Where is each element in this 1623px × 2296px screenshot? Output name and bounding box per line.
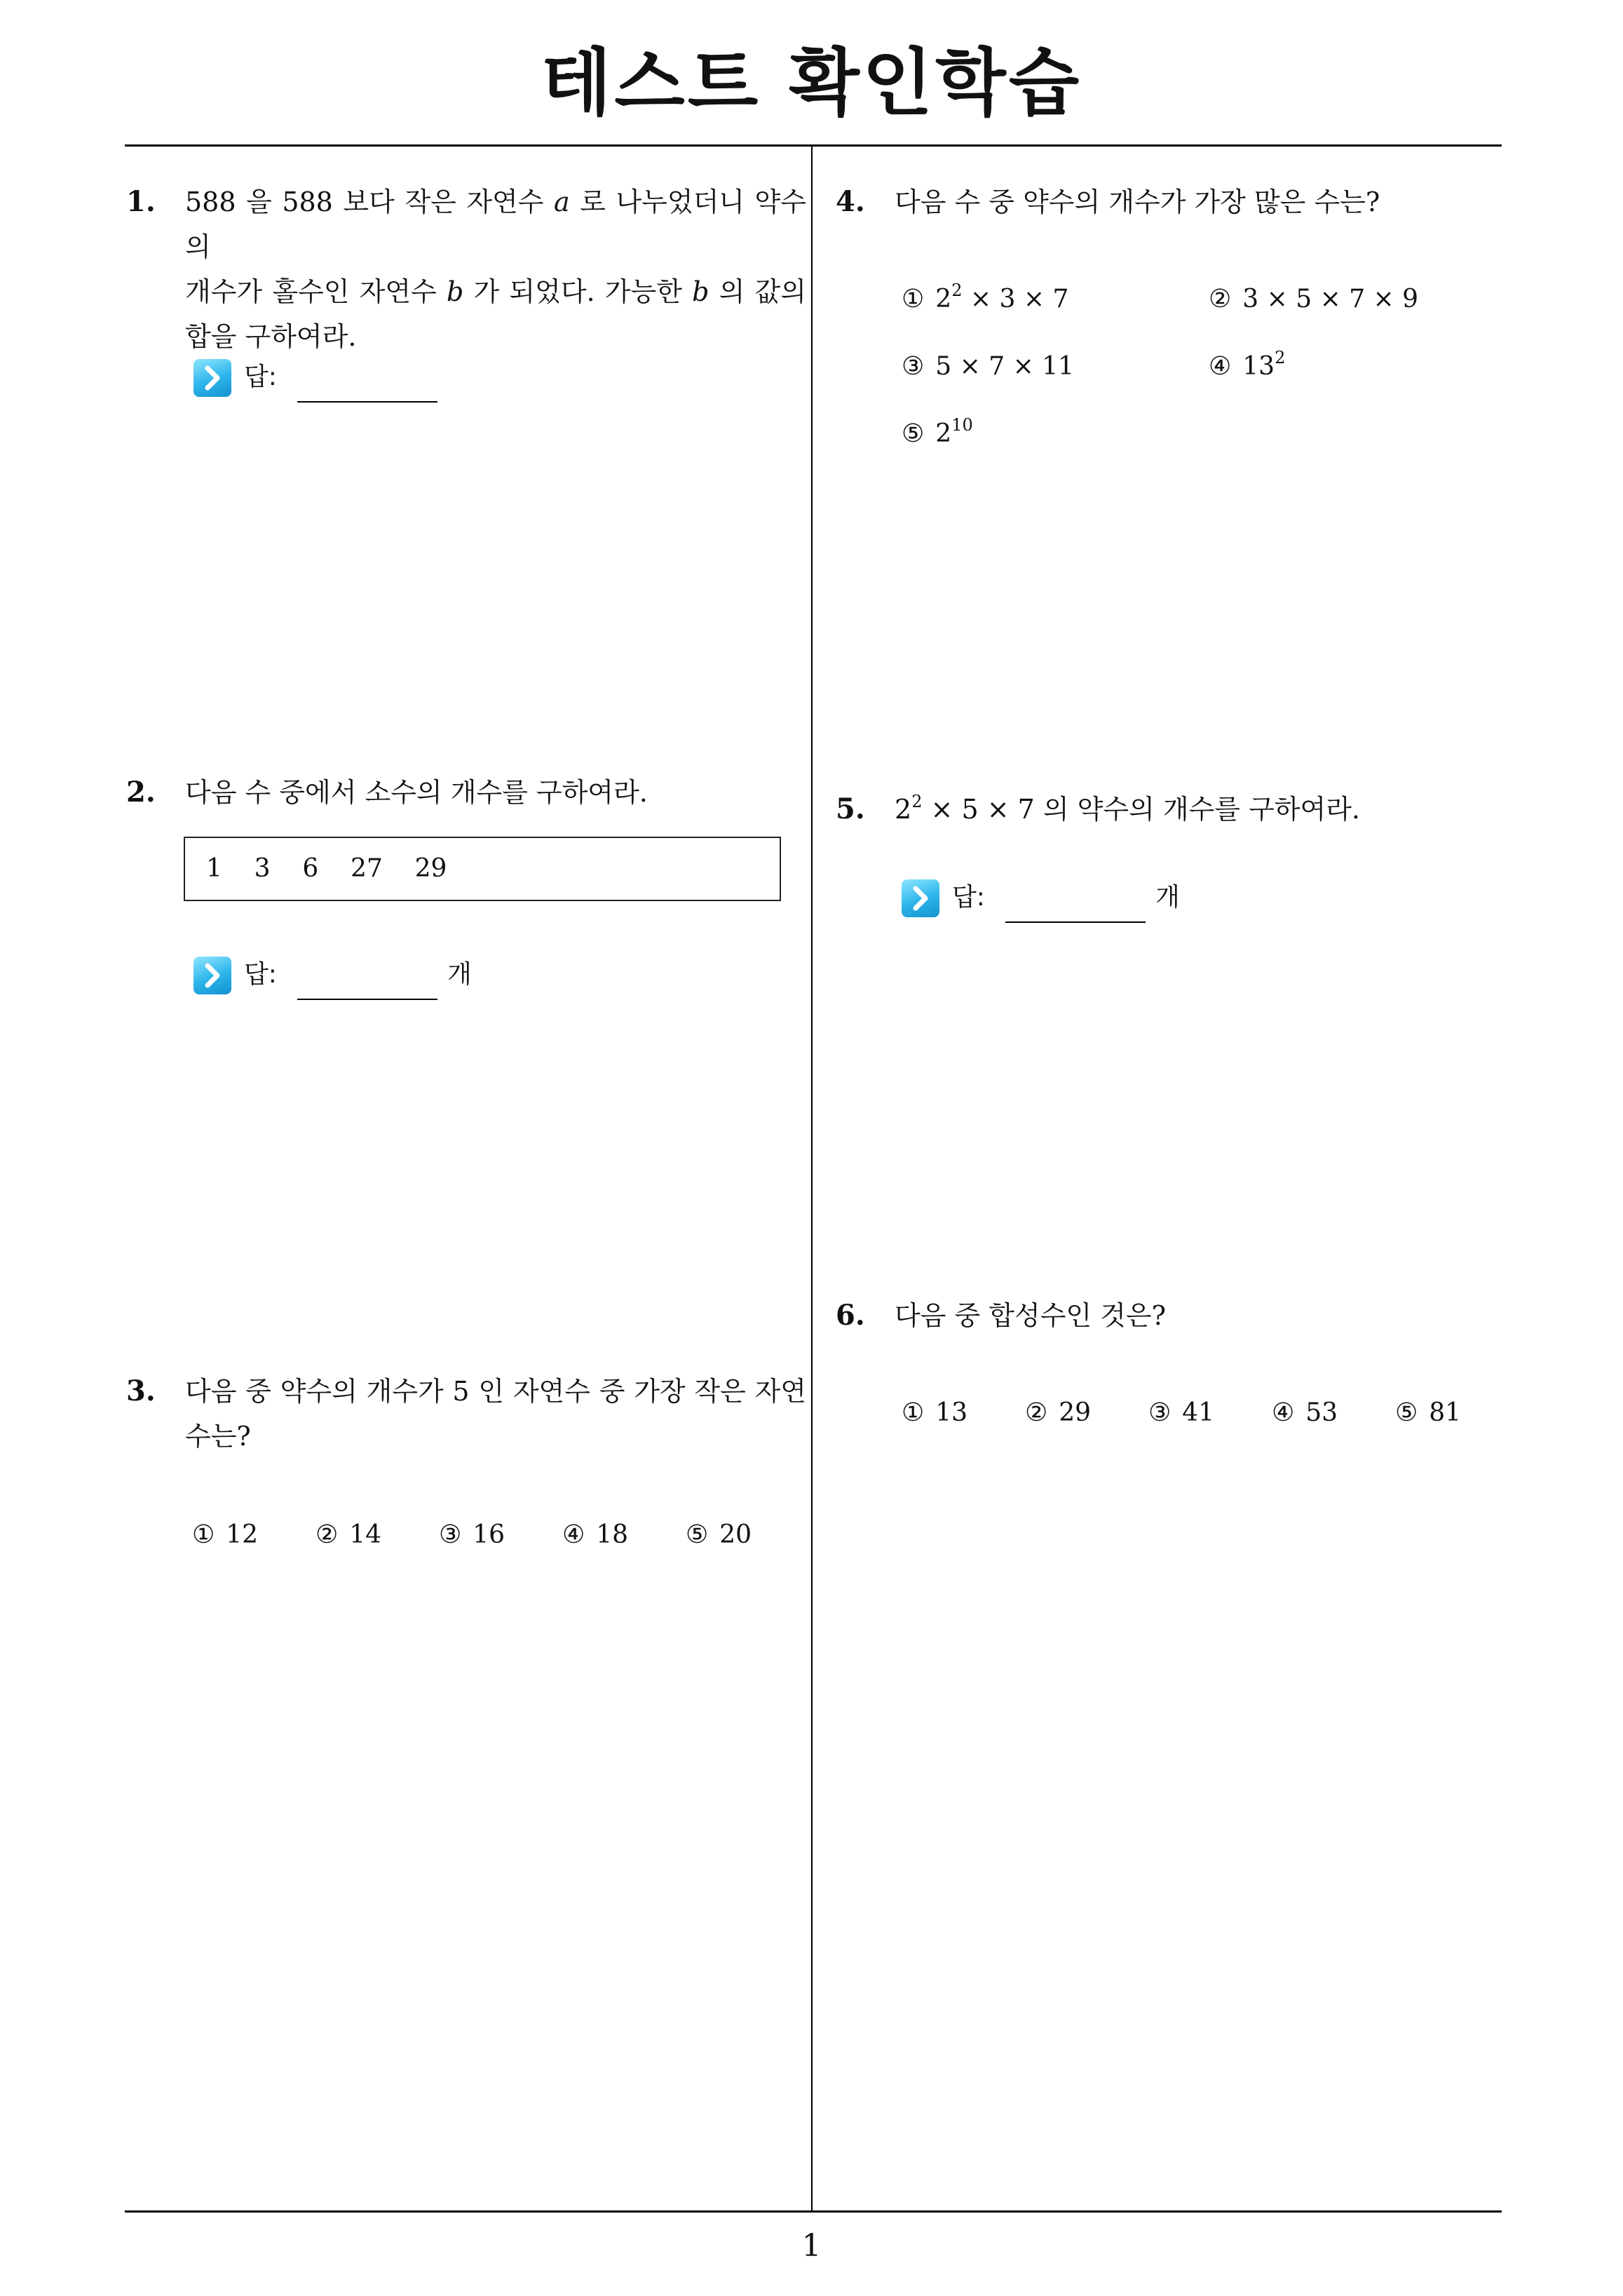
answer-blank[interactable] — [297, 999, 437, 1000]
choice-4[interactable]: ④ $13^2$ — [1209, 348, 1286, 381]
stem-line: 다음 수 중에서 소수의 개수를 구하여라. — [185, 777, 648, 808]
footer-rule — [125, 2210, 1502, 2213]
choice-4[interactable]: ④ 18 — [562, 1520, 629, 1549]
question-number: 2. — [126, 776, 156, 809]
page-title: 테스트 확인학습 — [541, 40, 1082, 126]
stem-line: 다음 수 중 약수의 개수가 가장 많은 수는? — [895, 187, 1380, 217]
answer-unit: 개 — [447, 960, 472, 989]
question-6 — [836, 1293, 1495, 1338]
answer-label: 답: — [244, 363, 277, 391]
answer-field[interactable] — [193, 355, 446, 404]
choice-5[interactable]: ⑤ $2^{10}$ — [902, 415, 973, 448]
question-5 — [836, 787, 1495, 832]
answer-field[interactable] — [902, 875, 1196, 924]
choice-1[interactable]: ① 12 — [192, 1520, 259, 1549]
question-stem — [185, 1369, 806, 1459]
answer-blank[interactable] — [1005, 921, 1146, 923]
stem-line: 개수가 홀수인 자연수 b 가 되었다. 가능한 b 의 값의 — [185, 276, 806, 307]
page-number: 1 — [801, 2228, 822, 2264]
answer-unit: 개 — [1155, 883, 1180, 912]
chevron-right-icon — [193, 359, 231, 397]
chevron-right-icon — [902, 879, 939, 917]
column-divider — [811, 144, 813, 2213]
question-stem — [895, 1293, 1166, 1338]
variable-b: b — [446, 276, 464, 307]
question-stem — [895, 787, 1360, 832]
choice-2[interactable]: ② 29 — [1025, 1398, 1092, 1427]
question-number: 4. — [836, 185, 865, 218]
question-2 — [126, 770, 806, 815]
chevron-right-icon — [193, 957, 231, 994]
stem-line: $2^2 \times 5 \times 7$ 의 약수의 개수를 구하여라. — [895, 792, 1361, 825]
header-rule — [125, 144, 1502, 147]
choice-5[interactable]: ⑤ 81 — [1395, 1398, 1462, 1427]
answer-label: 답: — [244, 960, 277, 989]
question-1 — [126, 180, 806, 352]
choice-3[interactable]: ③ 41 — [1148, 1398, 1215, 1427]
choice-1[interactable]: ① $2^2 \times 3 \times 7$ — [902, 281, 1069, 313]
question-4 — [836, 180, 1495, 224]
number-box: 1 3 6 27 29 — [184, 837, 781, 901]
question-number: 3. — [126, 1375, 156, 1407]
question-stem — [185, 180, 806, 359]
choice-2[interactable]: ② 14 — [315, 1520, 382, 1549]
choice-3[interactable]: ③ 5 × 7 × 11 — [902, 352, 1074, 381]
stem-line: 다음 중 약수의 개수가 5 인 자연수 중 가장 작은 자연 — [185, 1376, 806, 1407]
choice-5[interactable]: ⑤ 20 — [686, 1520, 752, 1549]
choice-3[interactable]: ③ 16 — [439, 1520, 505, 1549]
choice-1[interactable]: ① 13 — [902, 1398, 968, 1427]
question-stem — [185, 770, 648, 815]
question-number: 6. — [836, 1299, 865, 1332]
variable-b: b — [692, 276, 709, 307]
stem-line: 588 을 588 보다 작은 자연수 a 로 나누었더니 약수의 — [185, 187, 806, 262]
answer-label: 답: — [952, 883, 985, 912]
question-stem — [895, 180, 1380, 224]
answer-blank[interactable] — [297, 401, 437, 403]
choice-2[interactable]: ② 3 × 5 × 7 × 9 — [1209, 285, 1419, 313]
choice-4[interactable]: ④ 53 — [1272, 1398, 1338, 1427]
variable-a: a — [554, 187, 570, 217]
question-number: 1. — [126, 185, 156, 218]
stem-line: 다음 중 합성수인 것은? — [895, 1300, 1166, 1331]
stem-line: 합을 구하여라. — [185, 321, 357, 352]
question-number: 5. — [836, 792, 865, 825]
answer-field[interactable] — [193, 952, 488, 1001]
question-3 — [126, 1369, 806, 1460]
stem-line: 수는? — [185, 1421, 251, 1452]
